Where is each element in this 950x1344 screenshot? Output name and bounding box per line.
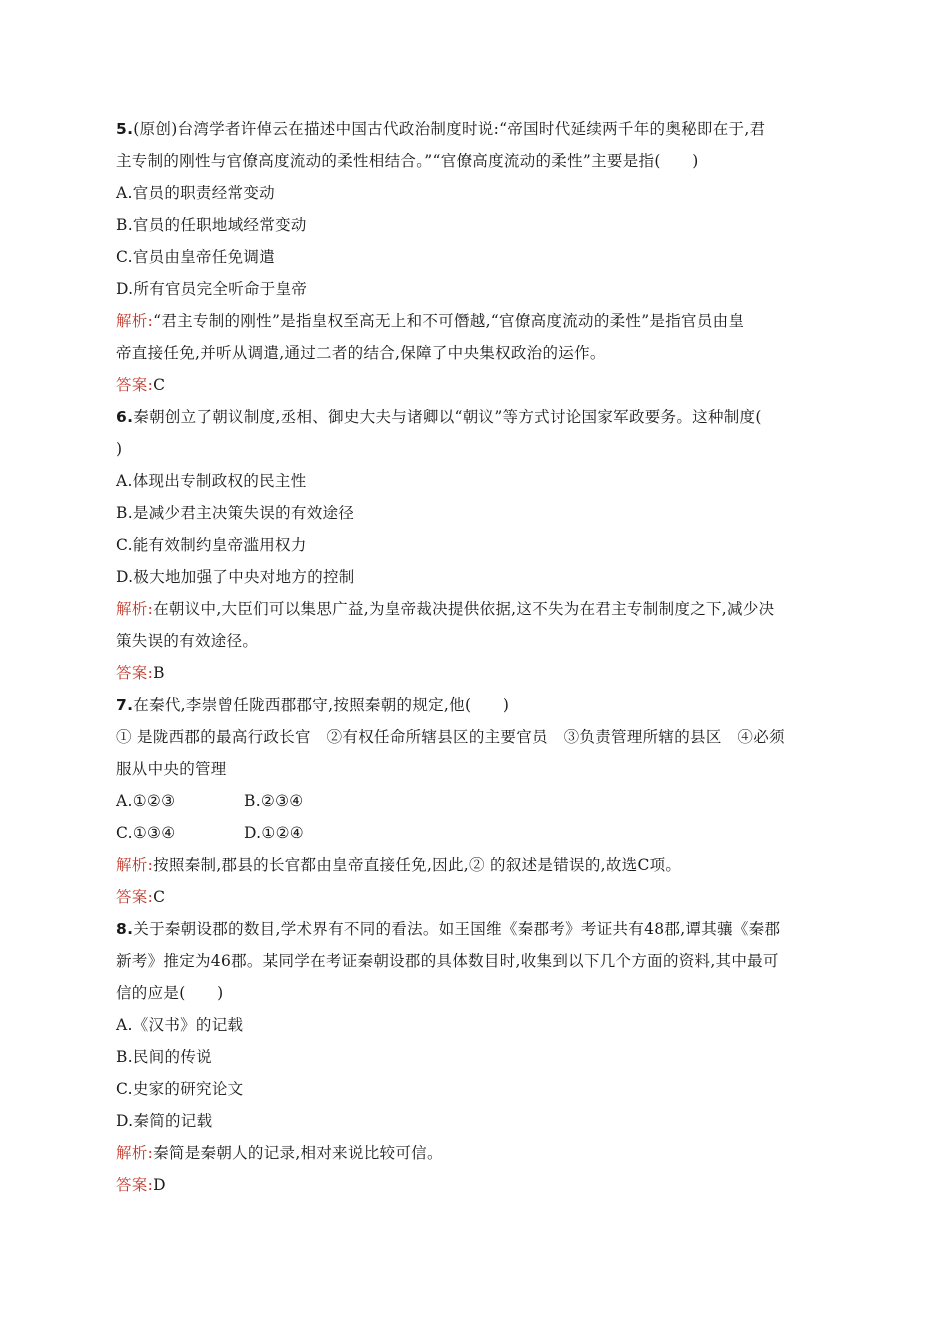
- question-stem: 秦朝创立了朝议制度,丞相、御史大夫与诸卿以“朝议”等方式讨论国家军政要务。这种制度(: [133, 408, 762, 426]
- option-d: D.极大地加强了中央对地方的控制: [116, 568, 355, 586]
- option-b: B.②③④: [244, 792, 304, 810]
- answer-label: 答案:: [116, 664, 154, 682]
- question-stem: ): [116, 440, 123, 458]
- statement-list: ① 是陇西郡的最高行政长官 ②有权任命所辖县区的主要官员 ③负责管理所辖的县区 ④必须: [116, 728, 785, 746]
- answer-label: 答案:: [116, 888, 154, 906]
- question-stem: 主专制的刚性与官僚高度流动的柔性相结合。”“官僚高度流动的柔性”主要是指( ): [116, 152, 699, 170]
- answer-value: C: [153, 888, 166, 906]
- option-c: C.①③④: [116, 824, 176, 842]
- answer-value: C: [153, 376, 166, 394]
- option-a: A.体现出专制政权的民主性: [116, 472, 307, 490]
- option-a: A.《汉书》的记载: [116, 1016, 244, 1034]
- answer-label: 答案:: [116, 376, 154, 394]
- option-row: [116, 785, 832, 817]
- question-5: [116, 113, 832, 401]
- option-d: D.所有官员完全听命于皇帝: [116, 280, 308, 298]
- option-b: B.官员的任职地域经常变动: [116, 216, 307, 234]
- analysis-text: “君主专制的刚性”是指皇权至高无上和不可僭越,“官僚高度流动的柔性”是指官员由皇: [153, 312, 745, 330]
- analysis-label: 解析:: [116, 312, 154, 330]
- analysis-label: 解析:: [116, 600, 154, 618]
- question-stem: 在秦代,李崇曾任陇西郡郡守,按照秦朝的规定,他( ): [133, 696, 510, 714]
- analysis-text: 秦简是秦朝人的记录,相对来说比较可信。: [153, 1144, 443, 1162]
- option-b: B.民间的传说: [116, 1048, 212, 1066]
- question-stem: 新考》推定为46郡。某同学在考证秦朝设郡的具体数目时,收集到以下几个方面的资料,其中最可: [116, 952, 779, 970]
- option-c: C.史家的研究论文: [116, 1080, 244, 1098]
- question-stem: 信的应是( ): [116, 984, 224, 1002]
- option-b: B.是减少君主决策失误的有效途径: [116, 504, 355, 522]
- answer-value: B: [153, 664, 165, 682]
- question-stem: 关于秦朝设郡的数目,学术界有不同的看法。如王国维《秦郡考》考证共有48郡,谭其骧《秦郡: [133, 920, 781, 938]
- option-d: D.①②④: [244, 824, 304, 842]
- answer-value: D: [153, 1176, 166, 1194]
- analysis-label: 解析:: [116, 856, 154, 874]
- question-stem: (原创)台湾学者许倬云在描述中国古代政治制度时说:“帝国时代延续两千年的奥秘即在于,君: [133, 120, 766, 138]
- analysis-text: 策失误的有效途径。: [116, 632, 259, 650]
- statement-list: 服从中央的管理: [116, 760, 227, 778]
- document-page: [116, 113, 832, 1201]
- option-row: [116, 817, 832, 849]
- analysis-label: 解析:: [116, 1144, 154, 1162]
- option-a: A.①②③: [116, 792, 176, 810]
- option-a: A.官员的职责经常变动: [116, 184, 275, 202]
- question-number: 5.: [116, 120, 134, 138]
- analysis-text: 按照秦制,郡县的长官都由皇帝直接任免,因此,② 的叙述是错误的,故选C项。: [153, 856, 682, 874]
- analysis-text: 帝直接任免,并听从调遣,通过二者的结合,保障了中央集权政治的运作。: [116, 344, 606, 362]
- question-6: [116, 401, 832, 689]
- question-number: 7.: [116, 696, 134, 714]
- answer-label: 答案:: [116, 1176, 154, 1194]
- question-7: [116, 689, 832, 913]
- option-d: D.秦简的记载: [116, 1112, 213, 1130]
- option-c: C.能有效制约皇帝滥用权力: [116, 536, 307, 554]
- option-c: C.官员由皇帝任免调遣: [116, 248, 276, 266]
- analysis-text: 在朝议中,大臣们可以集思广益,为皇帝裁决提供依据,这不失为在君主专制制度之下,减少决: [153, 600, 775, 618]
- question-8: [116, 913, 832, 1201]
- question-number: 8.: [116, 920, 134, 938]
- question-number: 6.: [116, 408, 134, 426]
